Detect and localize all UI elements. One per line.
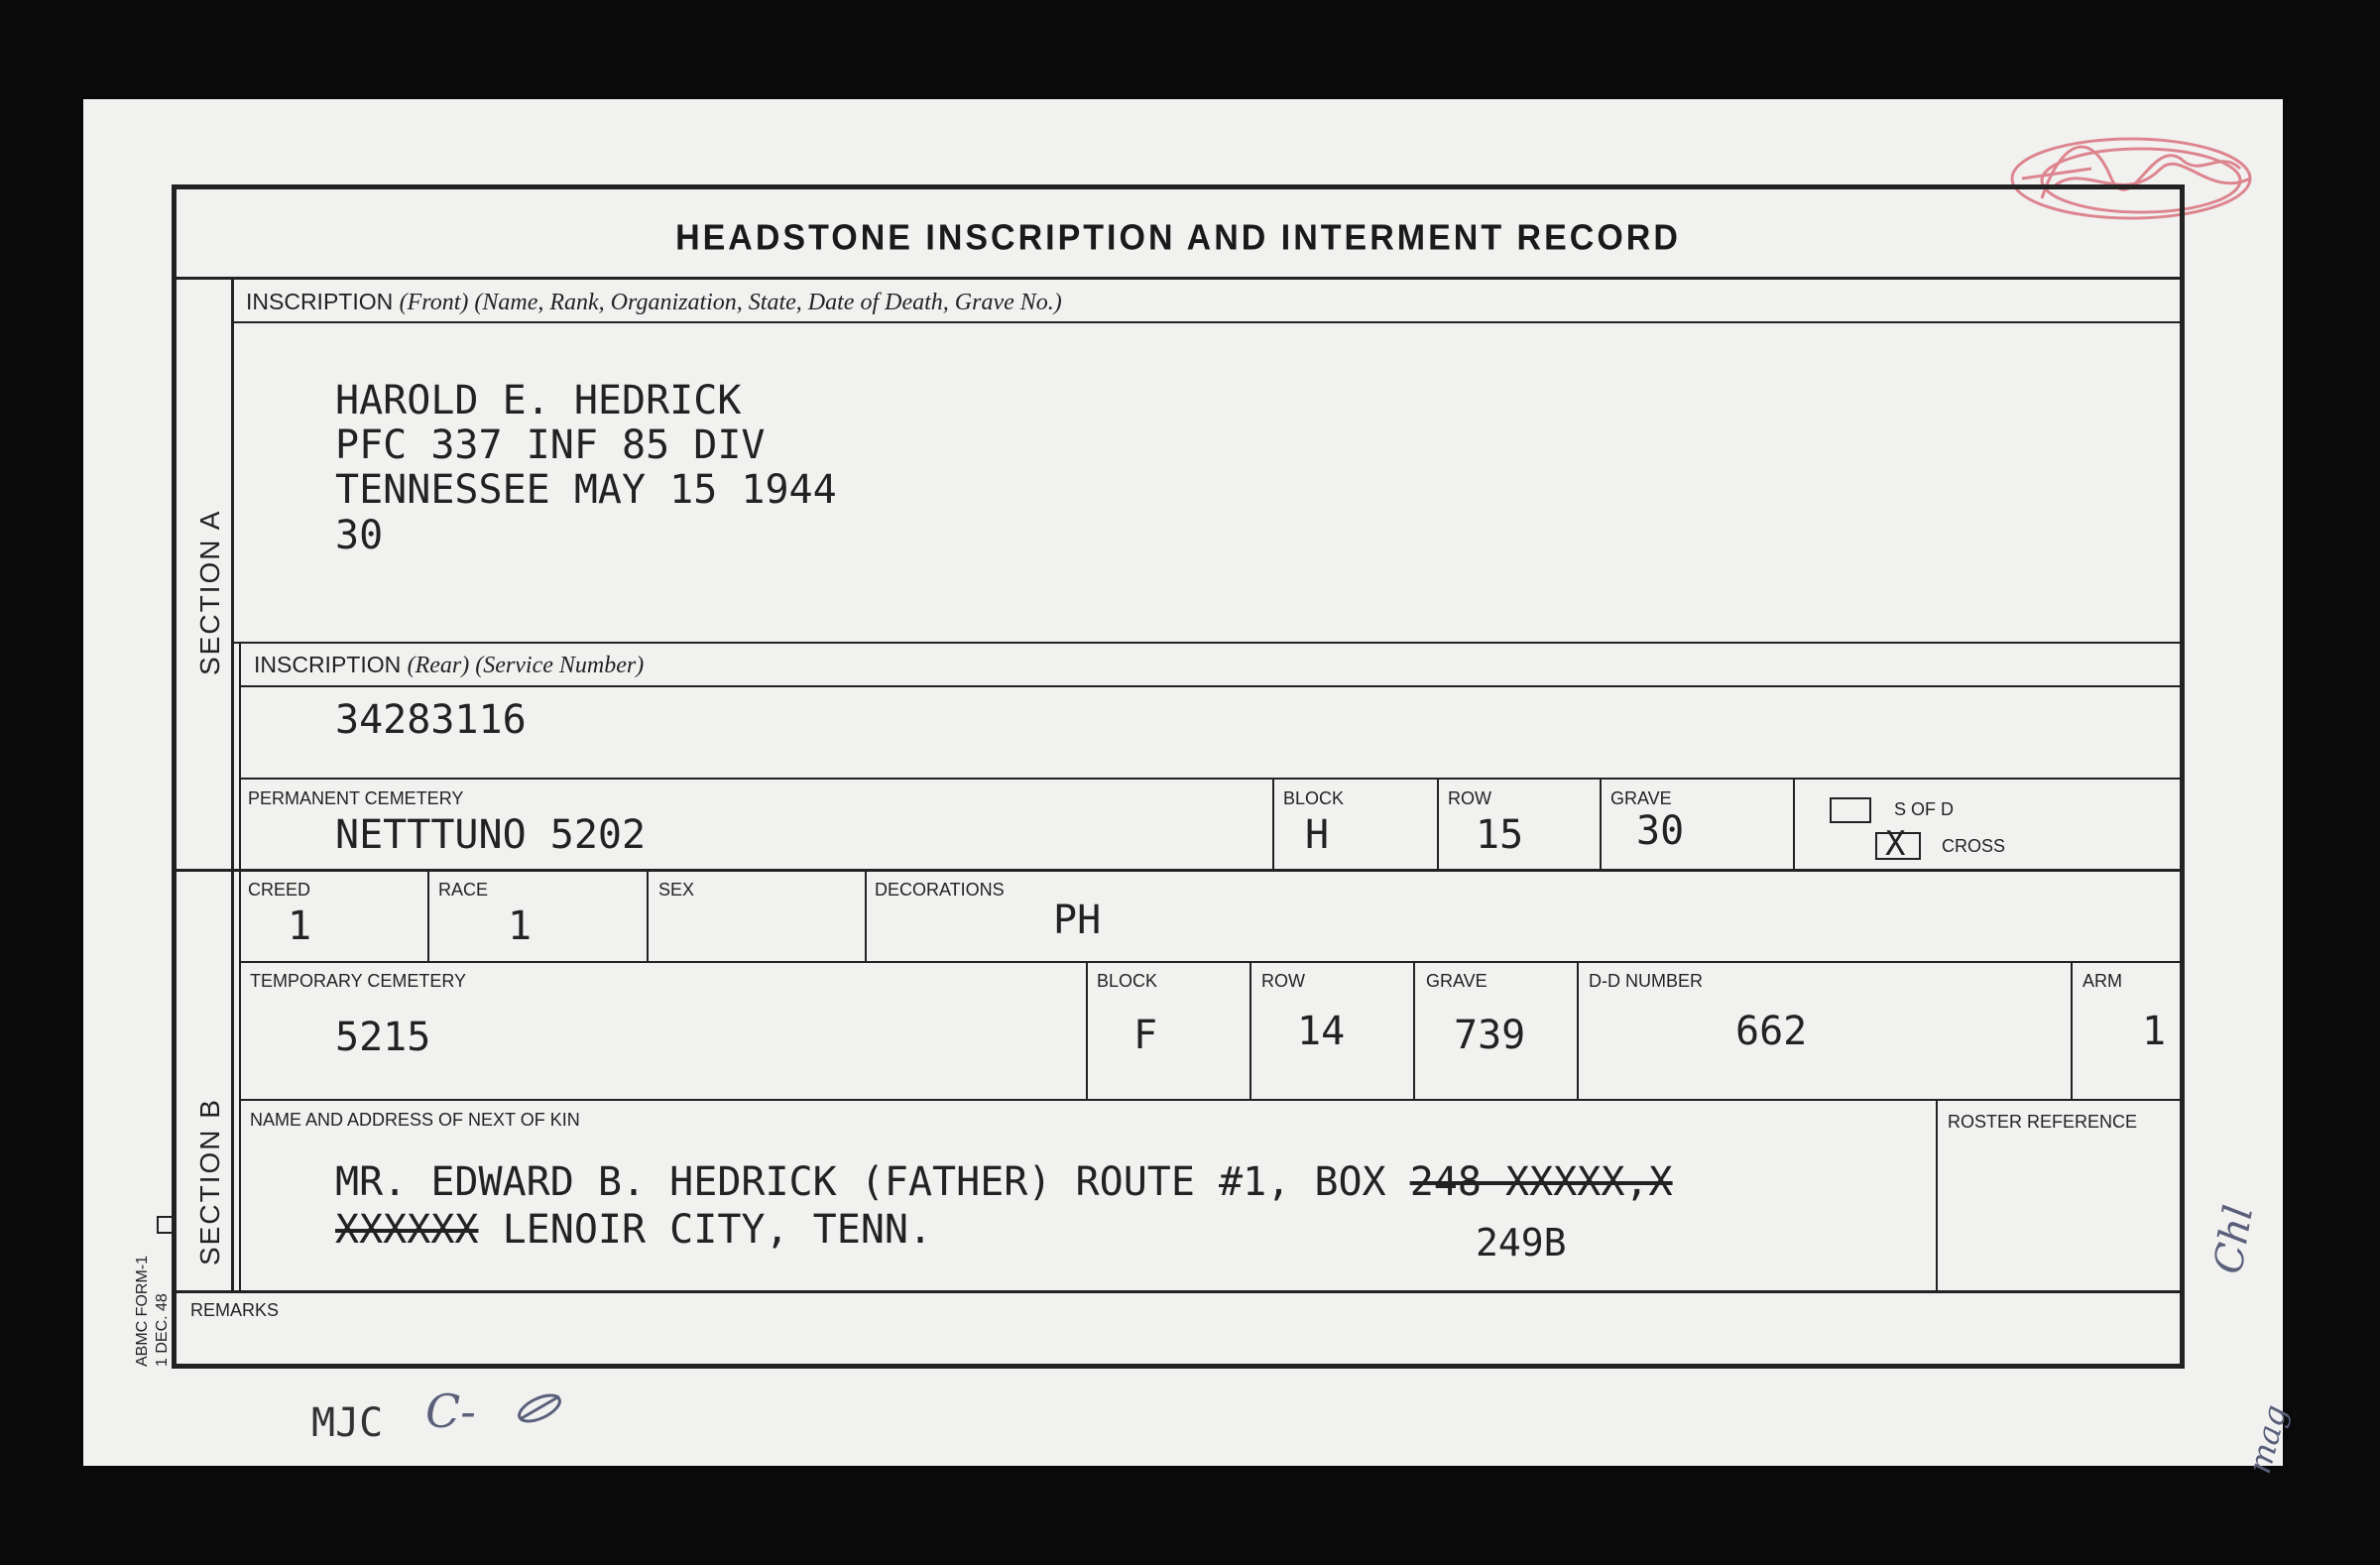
struck-text: 248 XXXXX,X xyxy=(1409,1159,1673,1205)
divider xyxy=(177,277,2180,280)
divider xyxy=(1437,778,1439,869)
temp-row-value: 14 xyxy=(1297,1009,1346,1054)
divider xyxy=(1577,961,1579,1100)
next-of-kin-line2: XXXXXX LENOIR CITY, TENN. xyxy=(335,1207,933,1253)
divider xyxy=(1250,961,1251,1100)
cross-mark: X xyxy=(1885,824,1906,864)
pencil-note: C- xyxy=(425,1384,476,1438)
s-of-d-checkbox[interactable] xyxy=(1830,797,1871,823)
permanent-cemetery-value: NETTTUNO 5202 xyxy=(335,812,647,858)
race-value: 1 xyxy=(508,903,533,949)
inscription-front-line: HAROLD E. HEDRICK xyxy=(335,378,742,423)
divider xyxy=(1936,1099,1938,1292)
next-of-kin-correction: 249B xyxy=(1476,1221,1567,1264)
permanent-cemetery-label: PERMANENT CEMETERY xyxy=(248,788,464,808)
temporary-cemetery-value: 5215 xyxy=(335,1015,431,1060)
temp-block-value: F xyxy=(1133,1013,1158,1058)
temporary-cemetery-label: TEMPORARY CEMETERY xyxy=(250,971,467,991)
side-note: mag xyxy=(2240,1400,2295,1478)
inscription-front-line: PFC 337 INF 85 DIV xyxy=(335,422,766,468)
divider xyxy=(231,277,234,1292)
service-number: 34283116 xyxy=(335,697,527,743)
divider xyxy=(865,869,867,962)
perm-grave-value: 30 xyxy=(1636,808,1685,854)
cross-checkbox[interactable] xyxy=(1875,824,1921,864)
divider xyxy=(234,321,2180,323)
divider xyxy=(239,685,2180,687)
divider xyxy=(177,869,2180,872)
inscription-front-line: TENNESSEE MAY 15 1944 xyxy=(335,467,837,513)
temp-block-label: BLOCK xyxy=(1097,971,1158,991)
race-label: RACE xyxy=(438,880,489,900)
divider xyxy=(647,869,649,962)
next-of-kin-line1: MR. EDWARD B. HEDRICK (FATHER) ROUTE #1, BOX 248 XXXXX,X xyxy=(335,1159,1673,1205)
temp-grave-value: 739 xyxy=(1454,1013,1526,1058)
roster-reference-label: ROSTER REFERENCE xyxy=(1948,1112,2138,1132)
sex-label: SEX xyxy=(658,880,695,900)
perm-row-label: ROW xyxy=(1448,788,1491,808)
arm-label: ARM xyxy=(2082,971,2122,991)
divider xyxy=(427,869,429,962)
divider xyxy=(239,1099,2180,1101)
divider xyxy=(1272,778,1274,869)
divider xyxy=(1086,961,1088,1100)
temp-grave-label: GRAVE xyxy=(1426,971,1488,991)
form-id-checkbox xyxy=(157,1216,175,1234)
initials: MJC xyxy=(311,1400,384,1446)
divider xyxy=(2071,961,2073,1100)
form-id-line: 1 DEC. 48 xyxy=(154,1293,171,1367)
inscription-front-label: INSCRIPTION (Front) (Name, Rank, Organization, State, Date of Death, Grave No.) xyxy=(246,289,1062,315)
section-b-label: SECTION B xyxy=(194,1098,225,1265)
divider xyxy=(239,642,241,1291)
decorations-label: DECORATIONS xyxy=(875,880,1005,900)
divider xyxy=(234,642,2180,644)
divider xyxy=(1413,961,1415,1100)
perm-block-label: BLOCK xyxy=(1283,788,1345,808)
pencil-scribble xyxy=(510,1388,569,1428)
section-a-label: SECTION A xyxy=(194,509,225,675)
divider xyxy=(1793,778,1795,869)
s-of-d-label: S OF D xyxy=(1894,799,1955,819)
cross-label: CROSS xyxy=(1942,836,2006,856)
divider xyxy=(177,1290,2180,1293)
divider xyxy=(1600,778,1602,869)
dd-number-value: 662 xyxy=(1735,1009,1808,1054)
record-card xyxy=(83,99,2295,1478)
form-id xyxy=(133,1256,173,1367)
temp-row-label: ROW xyxy=(1261,971,1305,991)
divider xyxy=(239,961,2180,963)
perm-block-value: H xyxy=(1305,812,1330,858)
form-id-line: ABMC FORM-1 xyxy=(134,1256,151,1367)
arm-value: 1 xyxy=(2142,1009,2167,1054)
struck-text: XXXXXX xyxy=(335,1207,479,1253)
perm-grave-label: GRAVE xyxy=(1610,788,1672,808)
dd-number-label: D-D NUMBER xyxy=(1589,971,1703,991)
remarks-label: REMARKS xyxy=(190,1300,280,1320)
inscription-front-line: 30 xyxy=(335,513,384,558)
inscription-rear-label: INSCRIPTION (Rear) (Service Number) xyxy=(254,652,645,678)
record-frame xyxy=(172,184,2185,1369)
side-note: Chl xyxy=(2205,1201,2263,1277)
form-title: HEADSTONE INSCRIPTION AND INTERMENT RECORD xyxy=(675,218,1681,258)
divider xyxy=(239,778,2180,780)
next-of-kin-label: NAME AND ADDRESS OF NEXT OF KIN xyxy=(250,1110,580,1130)
perm-row-value: 15 xyxy=(1476,812,1524,858)
creed-label: CREED xyxy=(248,880,311,900)
creed-value: 1 xyxy=(288,903,312,949)
decorations-value: PH xyxy=(1053,898,1102,943)
